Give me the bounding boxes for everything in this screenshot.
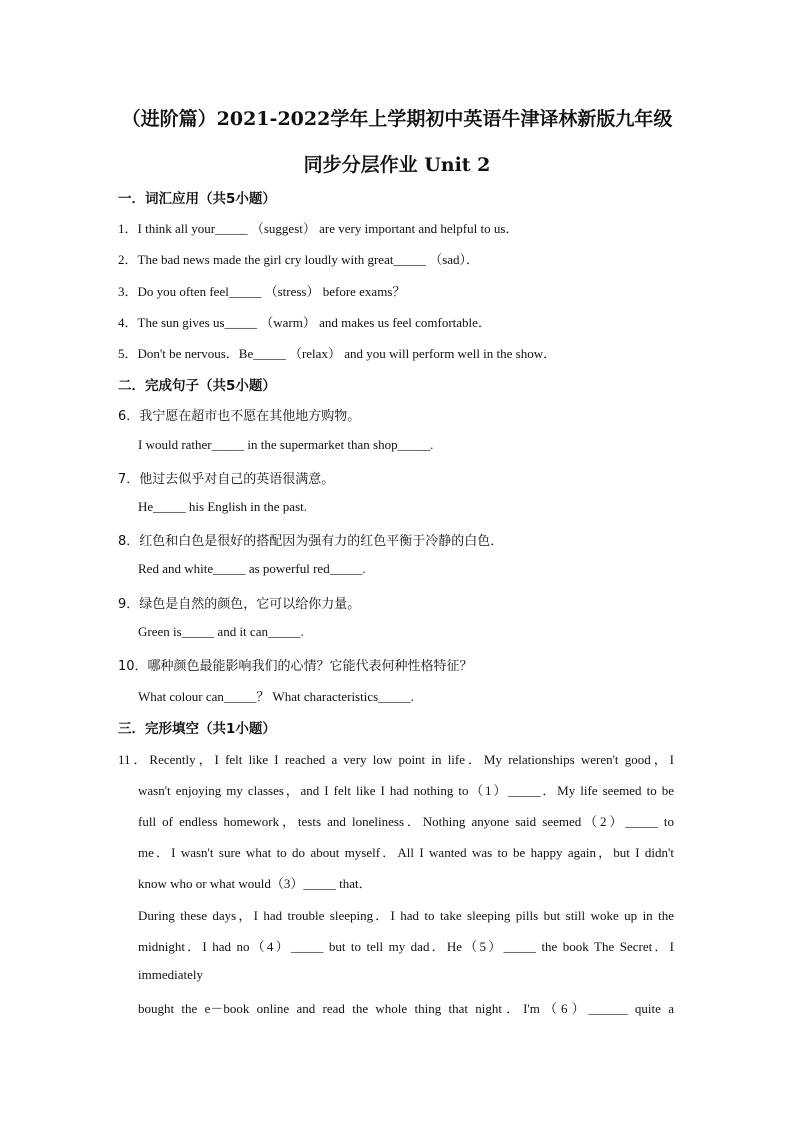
cloze-passage-line: 11．Recently，I felt like I reached a very low point in life．My relationships weren't good，I — [118, 752, 674, 767]
question-prompt-chinese: 6．我宁愿在超市也不愿在其他地方购物。 — [118, 409, 361, 424]
page-subtitle: 同步分层作业 Unit 2 — [303, 154, 491, 176]
section-heading-vocabulary: 一．词汇应用（共5小题） — [118, 191, 276, 207]
question-sentence-english: What colour can_____？ What characteristics_____. — [138, 689, 414, 704]
question-sentence-english: I would rather_____ in the supermarket than shop_____. — [138, 437, 434, 452]
cloze-passage-line: know who or what would（3）_____ that． — [138, 876, 372, 891]
question-item: 2．The bad news made the girl cry loudly with great_____ （sad）． — [118, 252, 480, 267]
cloze-passage-line: midnight．I had no（4）_____ but to tell my dad．He（5）_____ the book The Secret．I — [138, 939, 674, 954]
question-item: 1．I think all your_____ （suggest） are very important and helpful to us． — [118, 221, 519, 236]
cloze-passage-line: wasn't enjoying my classes，and I felt like I had nothing to（1）_____．My life seemed to be — [138, 783, 674, 798]
question-item: 4．The sun gives us_____ （warm） and makes us feel comfortable． — [118, 315, 491, 330]
section-heading-sentences: 二．完成句子（共5小题） — [118, 378, 276, 394]
question-sentence-english: He_____ his English in the past. — [138, 499, 307, 514]
question-sentence-english: Red and white_____ as powerful red_____. — [138, 561, 366, 576]
question-prompt-chinese: 8．红色和白色是很好的搭配因为强有力的红色平衡于冷静的白色． — [118, 534, 504, 549]
page-title: （进阶篇）2021-2022学年上学期初中英语牛津译林新版九年级 — [121, 108, 673, 130]
question-prompt-chinese: 9．绿色是自然的颜色，它可以给你力量。 — [118, 597, 361, 612]
question-sentence-english: Green is_____ and it can_____. — [138, 624, 304, 639]
question-item: 3．Do you often feel_____ （stress） before exams？ — [118, 284, 406, 299]
cloze-passage-line: bought the e－book online and read the whole thing that night．I'm（6）______ quite a — [138, 1001, 674, 1016]
question-prompt-chinese: 10．哪种颜色最能影响我们的心情？它能代表何种性格特征？ — [118, 659, 473, 674]
cloze-passage-line: me．I wasn't sure what to do about myself．All I wanted was to be happy again，but I didn't — [138, 845, 674, 860]
question-item: 5．Don't be nervous．Be_____ （relax） and you will perform well in the show． — [118, 346, 557, 361]
cloze-passage-line: full of endless homework，tests and loneliness．Nothing anyone said seemed（2）_____ to — [138, 814, 674, 829]
question-prompt-chinese: 7．他过去似乎对自己的英语很满意。 — [118, 472, 335, 487]
section-heading-cloze: 三．完形填空（共1小题） — [118, 721, 276, 737]
cloze-passage-line: immediately — [138, 967, 203, 982]
cloze-passage-line: During these days，I had trouble sleeping．I had to take sleeping pills but still woke up in the — [138, 908, 674, 923]
